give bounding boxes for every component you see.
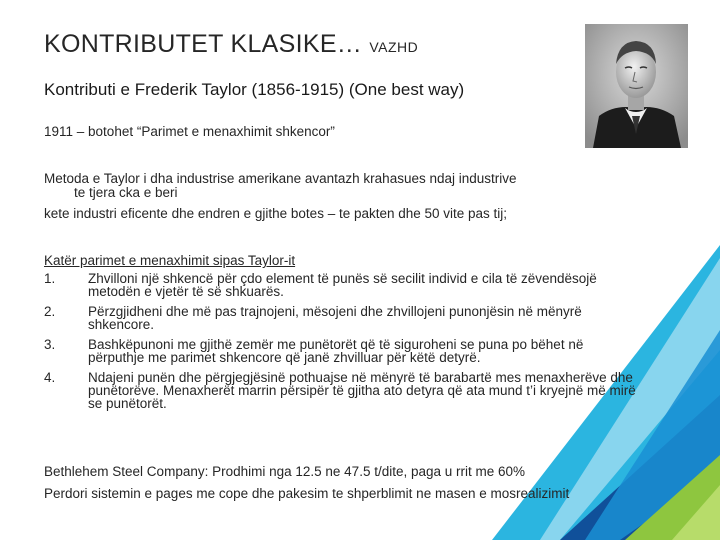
list-item-number: 1. (44, 271, 56, 286)
bethlehem-line: Bethlehem Steel Company: Prodhimi nga 12.5 ne 47.5 t/dite, paga u rrit me 60% (44, 464, 526, 479)
list-item-text: Përzgjidheni dhe më pas trajnojeni, mësojeni dhe zhvillojeni punonjësin në mënyrë shkencore. (88, 304, 582, 332)
metoda-line-2: te tjera cka e beri (74, 185, 178, 200)
principles-list (44, 272, 639, 417)
list-item-number: 4. (44, 370, 56, 385)
publication-line: 1911 – botohet “Parimet e menaxhimit shkencor” (44, 124, 335, 139)
slide-title-suffix: VAZHD (369, 39, 419, 55)
list-item-text: Bashkëpunoni me gjithë zemër me punëtorët që të siguroheni se puna po bëhet në përputhje me parimet shkencore që janë zhvilluar për këtë detyrë. (88, 337, 584, 365)
perdori-line: Perdori sistemin e pages me cope dhe pakesim te shperblimit ne masen e mosrealizimit (44, 486, 570, 501)
metoda-line-1: Metoda e Taylor i dha industrise amerikane avantazh krahasues ndaj industrive (44, 171, 517, 186)
list-item-number: 2. (44, 304, 56, 319)
list-item (44, 338, 639, 364)
metoda-paragraph (44, 172, 664, 200)
list-item-number: 3. (44, 337, 56, 352)
slide-title-main: KONTRIBUTET KLASIKE… (44, 30, 363, 58)
list-item-text: Zhvilloni një shkencë për çdo element të punës së secilit individ e cila të zëvendësojë metodën e vjetër të së shkuarës. (88, 271, 597, 299)
subtitle: Kontributi e Frederik Taylor (1856-1915) (One best way) (44, 80, 465, 99)
list-item (44, 305, 639, 331)
list-item (44, 371, 639, 410)
principles-heading: Katër parimet e menaxhimit sipas Taylor-it (44, 253, 296, 268)
portrait-photo (585, 24, 688, 148)
kete-line: kete industri eficente dhe endren e gjithe botes – te pakten dhe 50 vite pas tij; (44, 206, 508, 221)
slide-title (44, 30, 418, 59)
list-item (44, 272, 639, 298)
list-item-text: Ndajeni punën dhe përgjegjësinë pothuajse në mënyrë të barabartë mes menaxherëve dhe punëtorëve. Menaxherët marrin përsipër të gjitha ato detyra që ata mund t’i kryejnë më mirë se punëtorët. (88, 370, 636, 411)
